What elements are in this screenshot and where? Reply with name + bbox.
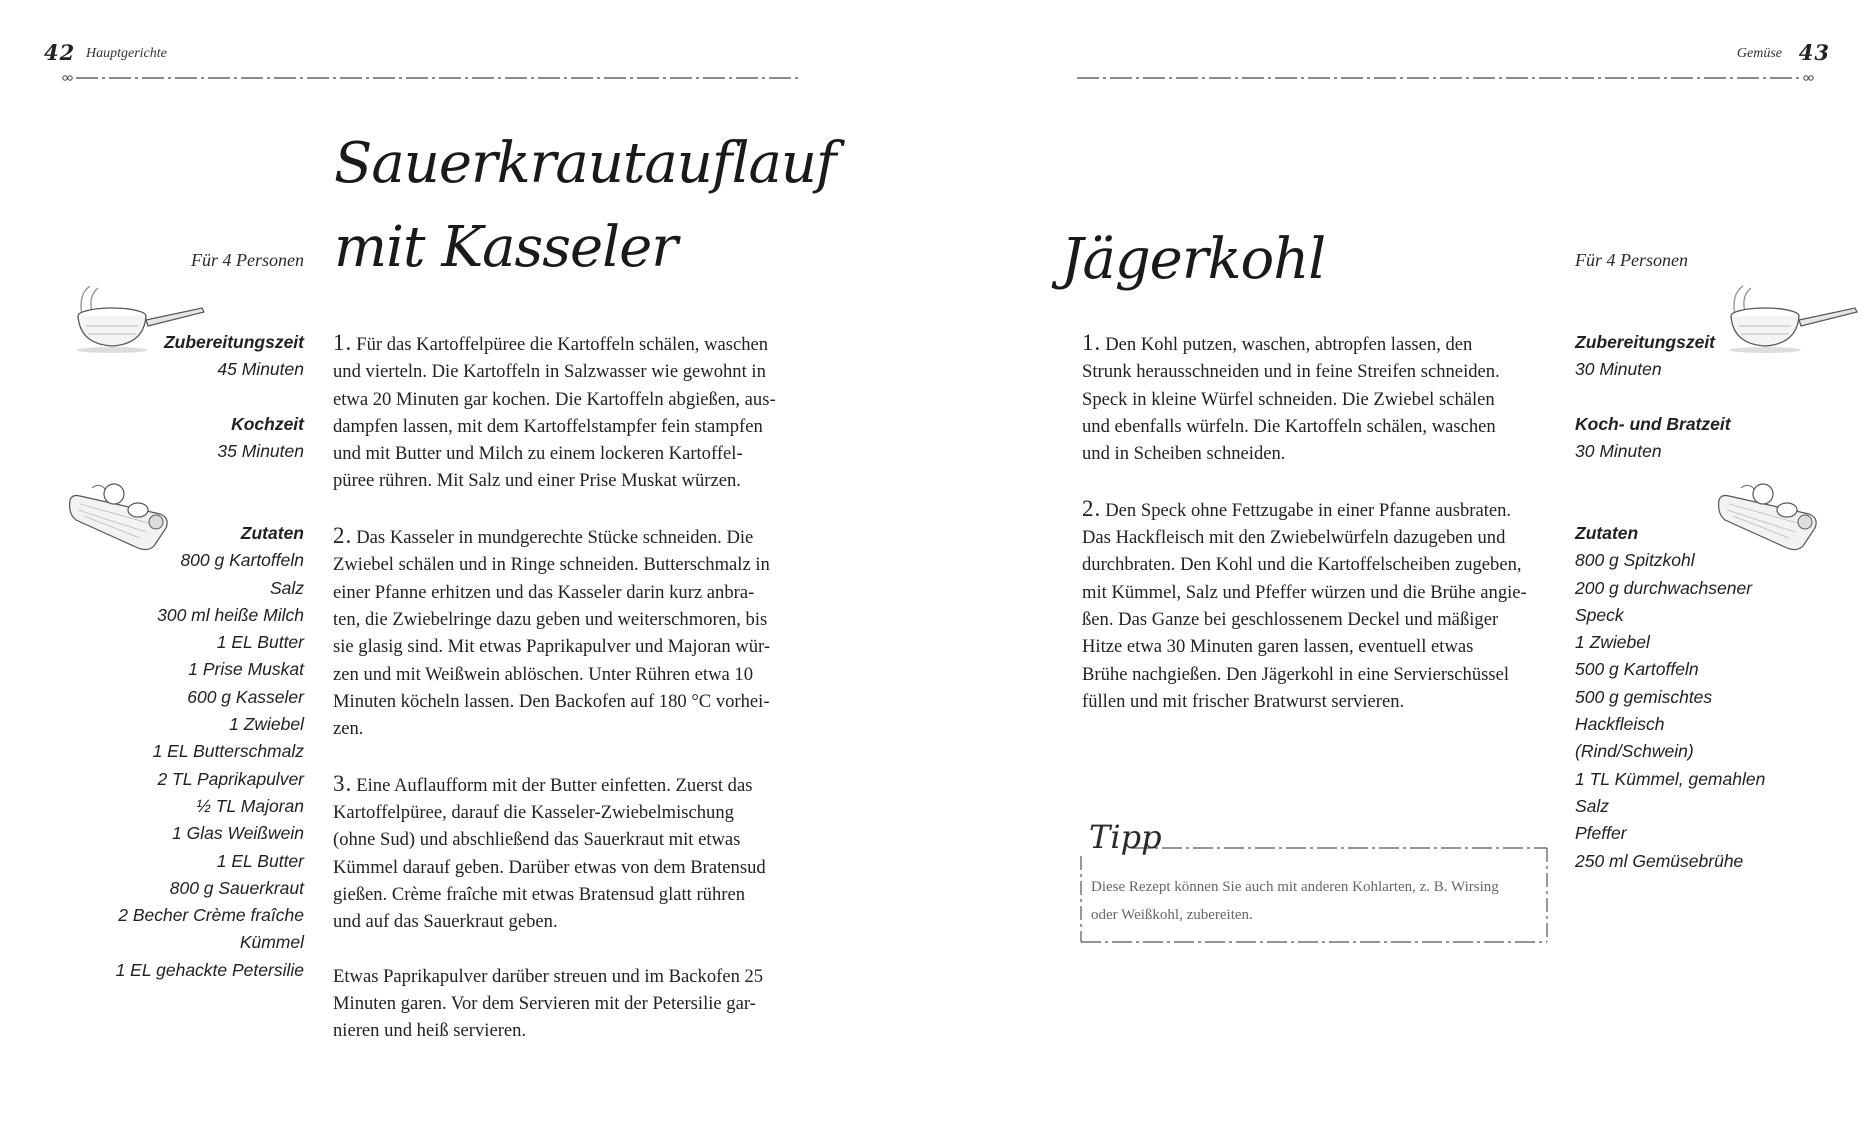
step-text-line: gießen. Crème fraîche mit etwas Bratensud glatt rühren <box>333 883 746 905</box>
tip-box <box>1079 818 1549 944</box>
instruction-step <box>1082 329 1562 467</box>
step-text-line: Zwiebel schälen und in Ringe schneiden. Butterschmalz in <box>333 554 770 576</box>
ingredient-item: 500 g gemischtes <box>1575 686 1713 707</box>
step-text-line: und ebenfalls würfeln. Die Kartoffeln schälen, waschen <box>1082 415 1496 437</box>
step-text-line: Strunk herausschneiden und in feine Streifen schneiden. <box>1082 361 1500 383</box>
ingredient-item: Hackfleisch <box>1575 714 1665 735</box>
step-text-line: und vierteln. Die Kartoffeln in Salzwasser wie gewohnt in <box>333 361 766 383</box>
step-text-line: Das Kasseler in mundgerechte Stücke schneiden. Die <box>356 527 754 549</box>
recipe-title-line: Jägerkohl <box>1061 227 1326 292</box>
step-text-line: Hitze etwa 30 Minuten garen lassen, eventuell etwas <box>1082 636 1474 658</box>
right-page <box>935 0 1870 1122</box>
step-text-line: füllen und mit frischer Bratwurst servieren. <box>1082 690 1405 712</box>
ingredient-item: 800 g Spitzkohl <box>1575 550 1695 571</box>
step-number: 2. <box>333 523 353 549</box>
step-number: 1. <box>1082 330 1102 355</box>
ingredient-item: 800 g Sauerkraut <box>169 877 304 898</box>
step-text-line: Speck in kleine Würfel schneiden. Die Zwiebel schälen <box>1082 388 1495 410</box>
ingredient-item: 1 Glas Weißwein <box>172 823 304 844</box>
recipe-title <box>334 122 836 290</box>
ingredients-label: Zutaten <box>240 523 304 543</box>
step-text-line: Das Hackfleisch mit den Zwiebelwürfeln dazugeben und <box>1082 527 1506 549</box>
ingredient-item: 1 EL Butter <box>216 632 304 653</box>
header-rule <box>62 74 802 82</box>
step-text-line: einer Pfanne erhitzen und das Kasseler darin kurz anbra- <box>333 581 755 603</box>
step-text-line: Minuten köcheln lassen. Den Backofen auf 180 °C vorhei- <box>333 690 770 712</box>
ingredient-item: 1 TL Kümmel, gemahlen <box>1575 768 1766 789</box>
step-text-line: Den Kohl putzen, waschen, abtropfen lassen, den <box>1105 334 1473 355</box>
step-text-line: zen. <box>333 718 364 740</box>
prep-time-label: Zubereitungszeit <box>163 332 304 352</box>
ingredient-item: ½ TL Majoran <box>196 795 304 816</box>
instructions <box>1082 329 1562 742</box>
cook-time-label: Koch- und Bratzeit <box>1575 413 1731 434</box>
step-text-line: Etwas Paprikapulver darüber streuen und im Backofen 25 <box>333 965 764 987</box>
tip-text-line: oder Weißkohl, zubereiten. <box>1091 907 1253 923</box>
ingredient-item: Salz <box>269 577 304 598</box>
step-text-line: zen und mit Weißwein ablöschen. Unter Rühren etwa 10 <box>333 663 754 685</box>
step-text-line: sie glasig sind. Mit etwas Paprikapulver und Majoran wür- <box>333 636 771 658</box>
section-title: Hauptgerichte <box>86 46 167 61</box>
instruction-step <box>333 770 813 936</box>
ingredient-item: 2 TL Paprikapulver <box>157 768 304 789</box>
serves-label: Für 4 Personen <box>1575 250 1688 270</box>
step-text-line: und mit Butter und Milch zu einem lockeren Kartoffel- <box>333 443 743 465</box>
page-number: 43 <box>1798 40 1830 65</box>
step-text-line: Den Speck ohne Fettzugabe in einer Pfanne ausbraten. <box>1105 499 1512 521</box>
time-info <box>1575 329 1775 465</box>
instruction-step <box>333 963 813 1045</box>
header-rule <box>1075 74 1815 82</box>
instruction-step <box>333 522 813 742</box>
ingredient-item: 1 EL Butter <box>216 850 304 871</box>
step-text-line: und in Scheiben schneiden. <box>1082 443 1286 465</box>
serves-label: Für 4 Personen <box>191 250 304 270</box>
prep-time-label: Zubereitungszeit <box>1575 332 1716 352</box>
time-info <box>104 329 304 465</box>
step-text-line: Kümmel darauf geben. Darüber etwas von dem Bratensud <box>333 856 766 878</box>
instructions <box>333 329 813 1072</box>
ingredient-item: 200 g durchwachsener <box>1575 577 1753 598</box>
prep-time-value: 45 Minuten <box>217 359 304 380</box>
instruction-step <box>1082 495 1562 715</box>
step-text-line: ten, die Zwiebelringe dazu geben und weiterschmoren, bis <box>333 608 768 630</box>
step-text-line: Kartoffelpüree, darauf die Kasseler-Zwiebelmischung <box>333 802 734 824</box>
step-number: 1. <box>333 330 353 355</box>
ingredient-item: 1 Zwiebel <box>1575 632 1650 653</box>
ingredients-list <box>24 520 304 984</box>
step-text-line: Für das Kartoffelpüree die Kartoffeln schälen, waschen <box>356 334 769 355</box>
ingredient-item: 1 Zwiebel <box>229 714 304 735</box>
step-text-line: ßen. Das Ganze bei geschlossenem Deckel und mäßiger <box>1082 608 1499 630</box>
step-text-line: Brühe nachgießen. Den Jägerkohl in eine Servierschüssel <box>1082 663 1510 685</box>
page-number: 42 <box>44 40 76 65</box>
ingredient-item: Kümmel <box>239 932 304 953</box>
instruction-step <box>333 329 813 495</box>
tip-text <box>1091 873 1499 929</box>
cook-time-label: Kochzeit <box>231 413 304 434</box>
step-text-line: püree rühren. Mit Salz und einer Prise Muskat würzen. <box>333 470 741 492</box>
step-text-line: etwa 20 Minuten gar kochen. Die Kartoffeln abgießen, aus- <box>333 388 776 410</box>
step-text-line: und auf das Sauerkraut geben. <box>333 911 558 933</box>
tip-text-line: Diese Rezept können Sie auch mit anderen Kohlarten, z. B. Wirsing <box>1091 879 1499 895</box>
tip-title: Tipp <box>1089 818 1162 856</box>
ingredients-label: Zutaten <box>1575 523 1639 543</box>
ingredient-item: Speck <box>1575 604 1624 625</box>
ingredient-item: 2 Becher Crème fraîche <box>118 905 304 926</box>
recipe-title-line: mit Kasseler <box>334 215 677 280</box>
step-text-line: (ohne Sud) und abschließend das Sauerkraut mit etwas <box>333 829 741 851</box>
prep-time-value: 30 Minuten <box>1575 359 1662 380</box>
ingredient-item: 250 ml Gemüsebrühe <box>1575 850 1744 871</box>
ingredient-item: 300 ml heiße Milch <box>157 604 304 625</box>
step-text-line: Eine Auflaufform mit der Butter einfetten. Zuerst das <box>356 774 753 796</box>
section-title: Gemüse <box>1736 46 1782 61</box>
ingredient-item: Pfeffer <box>1575 823 1627 844</box>
step-number: 2. <box>1082 495 1102 521</box>
step-text-line: mit Kümmel, Salz und Pfeffer würzen und die Brühe angie- <box>1082 581 1527 603</box>
ingredient-item: 800 g Kartoffeln <box>180 550 304 571</box>
ingredient-item: (Rind/Schwein) <box>1575 741 1694 762</box>
step-text-line: Minuten garen. Vor dem Servieren mit der Petersilie gar- <box>333 993 756 1015</box>
step-number: 3. <box>333 770 353 796</box>
ingredient-item: 1 EL gehackte Petersilie <box>115 959 304 980</box>
ingredient-item: 1 Prise Muskat <box>188 659 304 680</box>
ingredients-list <box>1575 520 1835 875</box>
step-text-line: durchbraten. Den Kohl und die Kartoffelscheiben zugeben, <box>1082 554 1522 576</box>
ingredient-item: 1 EL Butterschmalz <box>152 741 304 762</box>
recipe-title <box>1061 218 1325 302</box>
cook-time-value: 30 Minuten <box>1575 441 1662 462</box>
ingredient-item: 500 g Kartoffeln <box>1575 659 1699 680</box>
ingredient-item: 600 g Kasseler <box>187 686 304 707</box>
cook-time-value: 35 Minuten <box>217 441 304 462</box>
ingredient-item: Salz <box>1575 795 1610 816</box>
step-text-line: dampfen lassen, mit dem Kartoffelstampfer fein stampfen <box>333 415 763 437</box>
recipe-title-line: Sauerkrautauflauf <box>334 131 836 196</box>
step-text-line: nieren und heiß servieren. <box>333 1020 527 1042</box>
